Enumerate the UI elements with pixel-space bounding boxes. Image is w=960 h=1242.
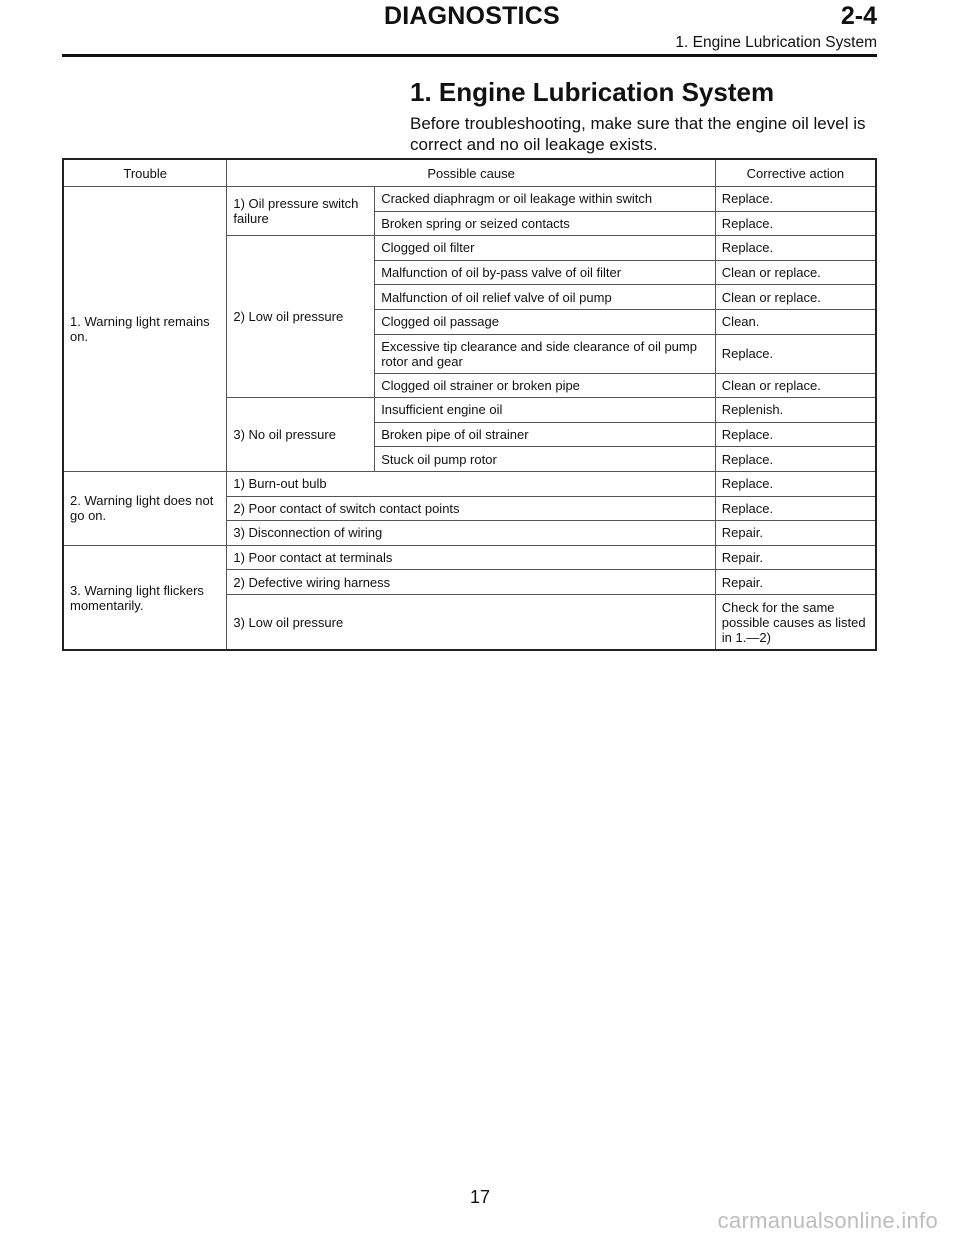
- action-cell: Replace.: [715, 334, 876, 373]
- table-header-row: [63, 159, 876, 187]
- cause-cell: 3) Disconnection of wiring: [227, 521, 715, 546]
- action-cell: Replace.: [715, 422, 876, 447]
- cause-cell: Clogged oil strainer or broken pipe: [375, 373, 716, 398]
- trouble-cell: 2. Warning light does not go on.: [63, 471, 227, 545]
- intro-paragraph: Before troubleshooting, make sure that the engine oil level is correct and no oil leakage exists.: [410, 114, 866, 154]
- action-cell: Clean.: [715, 309, 876, 334]
- action-cell: Replace.: [715, 211, 876, 236]
- cause-cell: 2) Defective wiring harness: [227, 570, 715, 595]
- table-row: [63, 471, 876, 496]
- cause-group-cell: 1) Oil pressure switch failure: [227, 187, 375, 236]
- cause-cell: Insufficient engine oil: [375, 398, 716, 423]
- cause-cell: Clogged oil filter: [375, 236, 716, 261]
- cause-cell: 1) Poor contact at terminals: [227, 545, 715, 570]
- action-cell: Replace.: [715, 471, 876, 496]
- cause-cell: 1) Burn-out bulb: [227, 471, 715, 496]
- watermark: carmanualsonline.info: [717, 1208, 938, 1233]
- action-cell: Replace.: [715, 236, 876, 261]
- action-cell: Clean or replace.: [715, 373, 876, 398]
- header-section-title: DIAGNOSTICS: [384, 2, 560, 30]
- cause-group-cell: 2) Low oil pressure: [227, 236, 375, 398]
- header-rule: [62, 54, 877, 57]
- cause-cell: Stuck oil pump rotor: [375, 447, 716, 472]
- trouble-cell: 1. Warning light remains on.: [63, 187, 227, 472]
- cause-cell: Malfunction of oil by-pass valve of oil filter: [375, 260, 716, 285]
- table-row: [63, 187, 876, 212]
- action-cell: Repair.: [715, 545, 876, 570]
- header-possible-cause: Possible cause: [227, 159, 715, 187]
- header-corrective-action: Corrective action: [715, 159, 876, 187]
- action-cell: Check for the same possible causes as listed in 1.—2): [715, 594, 876, 650]
- action-cell: Replenish.: [715, 398, 876, 423]
- cause-cell: Malfunction of oil relief valve of oil pump: [375, 285, 716, 310]
- cause-cell: Excessive tip clearance and side clearance of oil pump rotor and gear: [375, 334, 716, 373]
- trouble-cell: 3. Warning light flickers momentarily.: [63, 545, 227, 650]
- action-cell: Clean or replace.: [715, 260, 876, 285]
- action-cell: Repair.: [715, 521, 876, 546]
- action-cell: Replace.: [715, 447, 876, 472]
- cause-cell: 3) Low oil pressure: [227, 594, 715, 650]
- page-title: 1. Engine Lubrication System: [410, 77, 775, 107]
- page-number: 17: [469, 1187, 491, 1207]
- header-trouble: Trouble: [63, 159, 227, 187]
- action-cell: Replace.: [715, 187, 876, 212]
- action-cell: Clean or replace.: [715, 285, 876, 310]
- action-cell: Repair.: [715, 570, 876, 595]
- table-row: [63, 545, 876, 570]
- cause-cell: 2) Poor contact of switch contact points: [227, 496, 715, 521]
- troubleshooting-table: [62, 158, 877, 651]
- action-cell: Replace.: [715, 496, 876, 521]
- cause-cell: Cracked diaphragm or oil leakage within switch: [375, 187, 716, 212]
- cause-group-cell: 3) No oil pressure: [227, 398, 375, 472]
- header-chapter-number: 2-4: [840, 2, 877, 30]
- header-subtitle: 1. Engine Lubrication System: [675, 34, 877, 51]
- cause-cell: Broken spring or seized contacts: [375, 211, 716, 236]
- cause-cell: Clogged oil passage: [375, 309, 716, 334]
- cause-cell: Broken pipe of oil strainer: [375, 422, 716, 447]
